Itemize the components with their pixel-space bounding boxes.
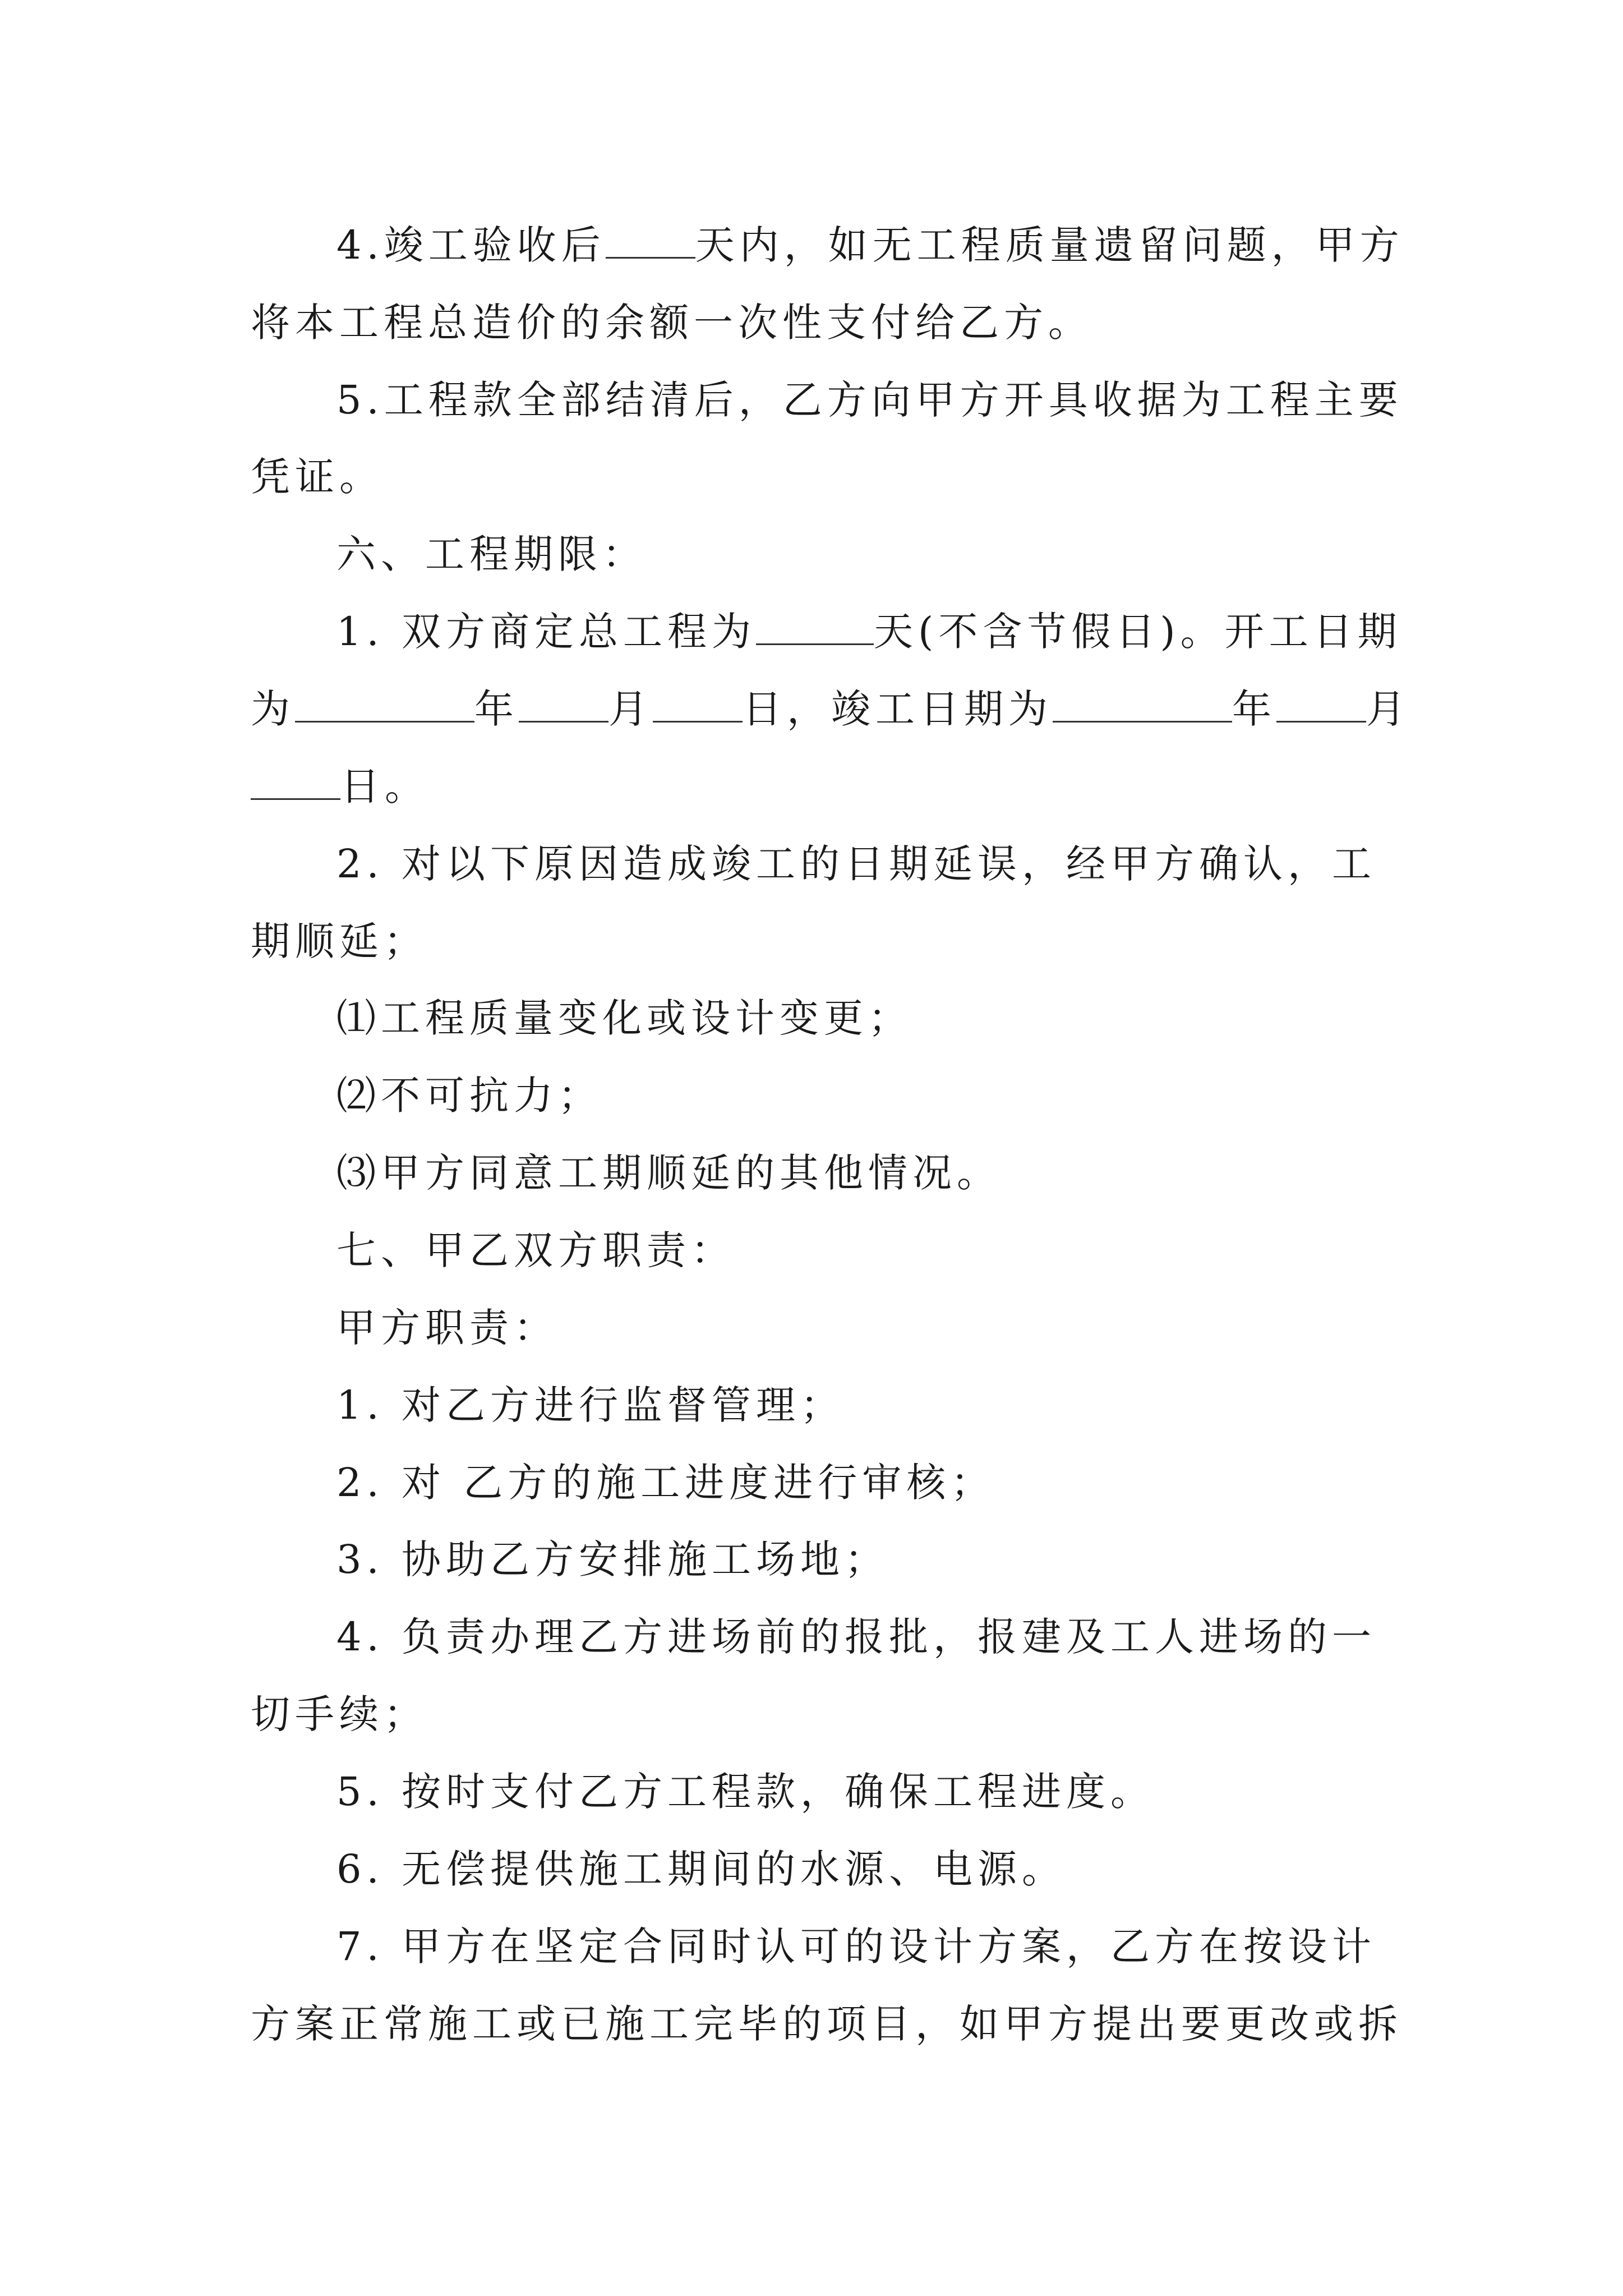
- duty-7-cont: 方案正常施工或已施工完毕的项目，如甲方提出要更改或拆: [251, 2001, 1403, 2047]
- clause-6-1-end: [251, 753, 1391, 820]
- clause-6-2-line: 2. 对以下原因造成竣工的日期延误，经甲方确认，工: [336, 841, 1377, 887]
- section-heading-6: 六、工程期限：: [336, 531, 647, 577]
- fill-blank: [606, 222, 695, 259]
- clause-6-1-line: [336, 598, 1402, 665]
- clause-5-4-cont: 将本工程总造价的余额一次性支付给乙方。: [251, 300, 1092, 346]
- clause-5-5-line: 5.工程款全部结清后，乙方向甲方开具收据为工程主要: [336, 377, 1403, 423]
- clause-6-1-dates: [251, 675, 1410, 743]
- clause-5-5-cont: 凭证。: [251, 454, 384, 500]
- clause-6-2-cont: 期顺延；: [251, 918, 428, 964]
- duty-2: 2. 对 乙方的施工进度进行审核；: [336, 1460, 995, 1506]
- fill-blank: [295, 686, 474, 723]
- clause-text: 年: [474, 686, 519, 732]
- duty-7: 7. 甲方在坚定合同时认可的设计方案，乙方在按设计: [336, 1924, 1377, 1970]
- clause-5-4-line: [336, 211, 1404, 279]
- clause-text: 为: [251, 686, 295, 732]
- fill-blank: [1053, 686, 1232, 723]
- duty-3: 3. 协助乙方安排施工场地；: [336, 1536, 889, 1582]
- clause-text: 日，竣工日期为: [743, 686, 1053, 732]
- fill-blank: [251, 763, 340, 800]
- subheading-party-a: 甲方职责：: [336, 1305, 558, 1351]
- clause-text: 月: [608, 686, 653, 732]
- clause-text: 年: [1232, 686, 1276, 732]
- duty-1: 1. 对乙方进行监督管理；: [336, 1382, 845, 1428]
- section-heading-7: 七、甲乙双方职责：: [336, 1227, 735, 1273]
- clause-text: 月: [1366, 686, 1410, 732]
- fill-blank: [519, 686, 608, 723]
- duty-4-cont: 切手续；: [251, 1691, 428, 1737]
- clause-text: 天内，如无工程质量遗留问题，甲方: [695, 222, 1404, 268]
- list-item-3: ⑶甲方同意工期顺延的其他情况。: [336, 1150, 1001, 1196]
- fill-blank: [653, 686, 743, 723]
- fill-blank: [756, 609, 874, 645]
- duty-6: 6. 无偿提供施工期间的水源、电源。: [336, 1846, 1067, 1892]
- clause-text: 天(不含节假日)。开工日期: [874, 609, 1402, 655]
- list-item-1: ⑴工程质量变化或设计变更；: [336, 995, 912, 1041]
- fill-blank: [1276, 686, 1366, 723]
- list-item-2: ⑵不可抗力；: [336, 1073, 602, 1119]
- clause-text: 日。: [340, 763, 429, 809]
- clause-text: 1. 双方商定总工程为: [336, 609, 757, 655]
- clause-text: 4.竣工验收后: [336, 222, 606, 268]
- duty-4: 4. 负责办理乙方进场前的报批，报建及工人进场的一: [336, 1614, 1377, 1660]
- duty-5: 5. 按时支付乙方工程款，确保工程进度。: [336, 1769, 1155, 1815]
